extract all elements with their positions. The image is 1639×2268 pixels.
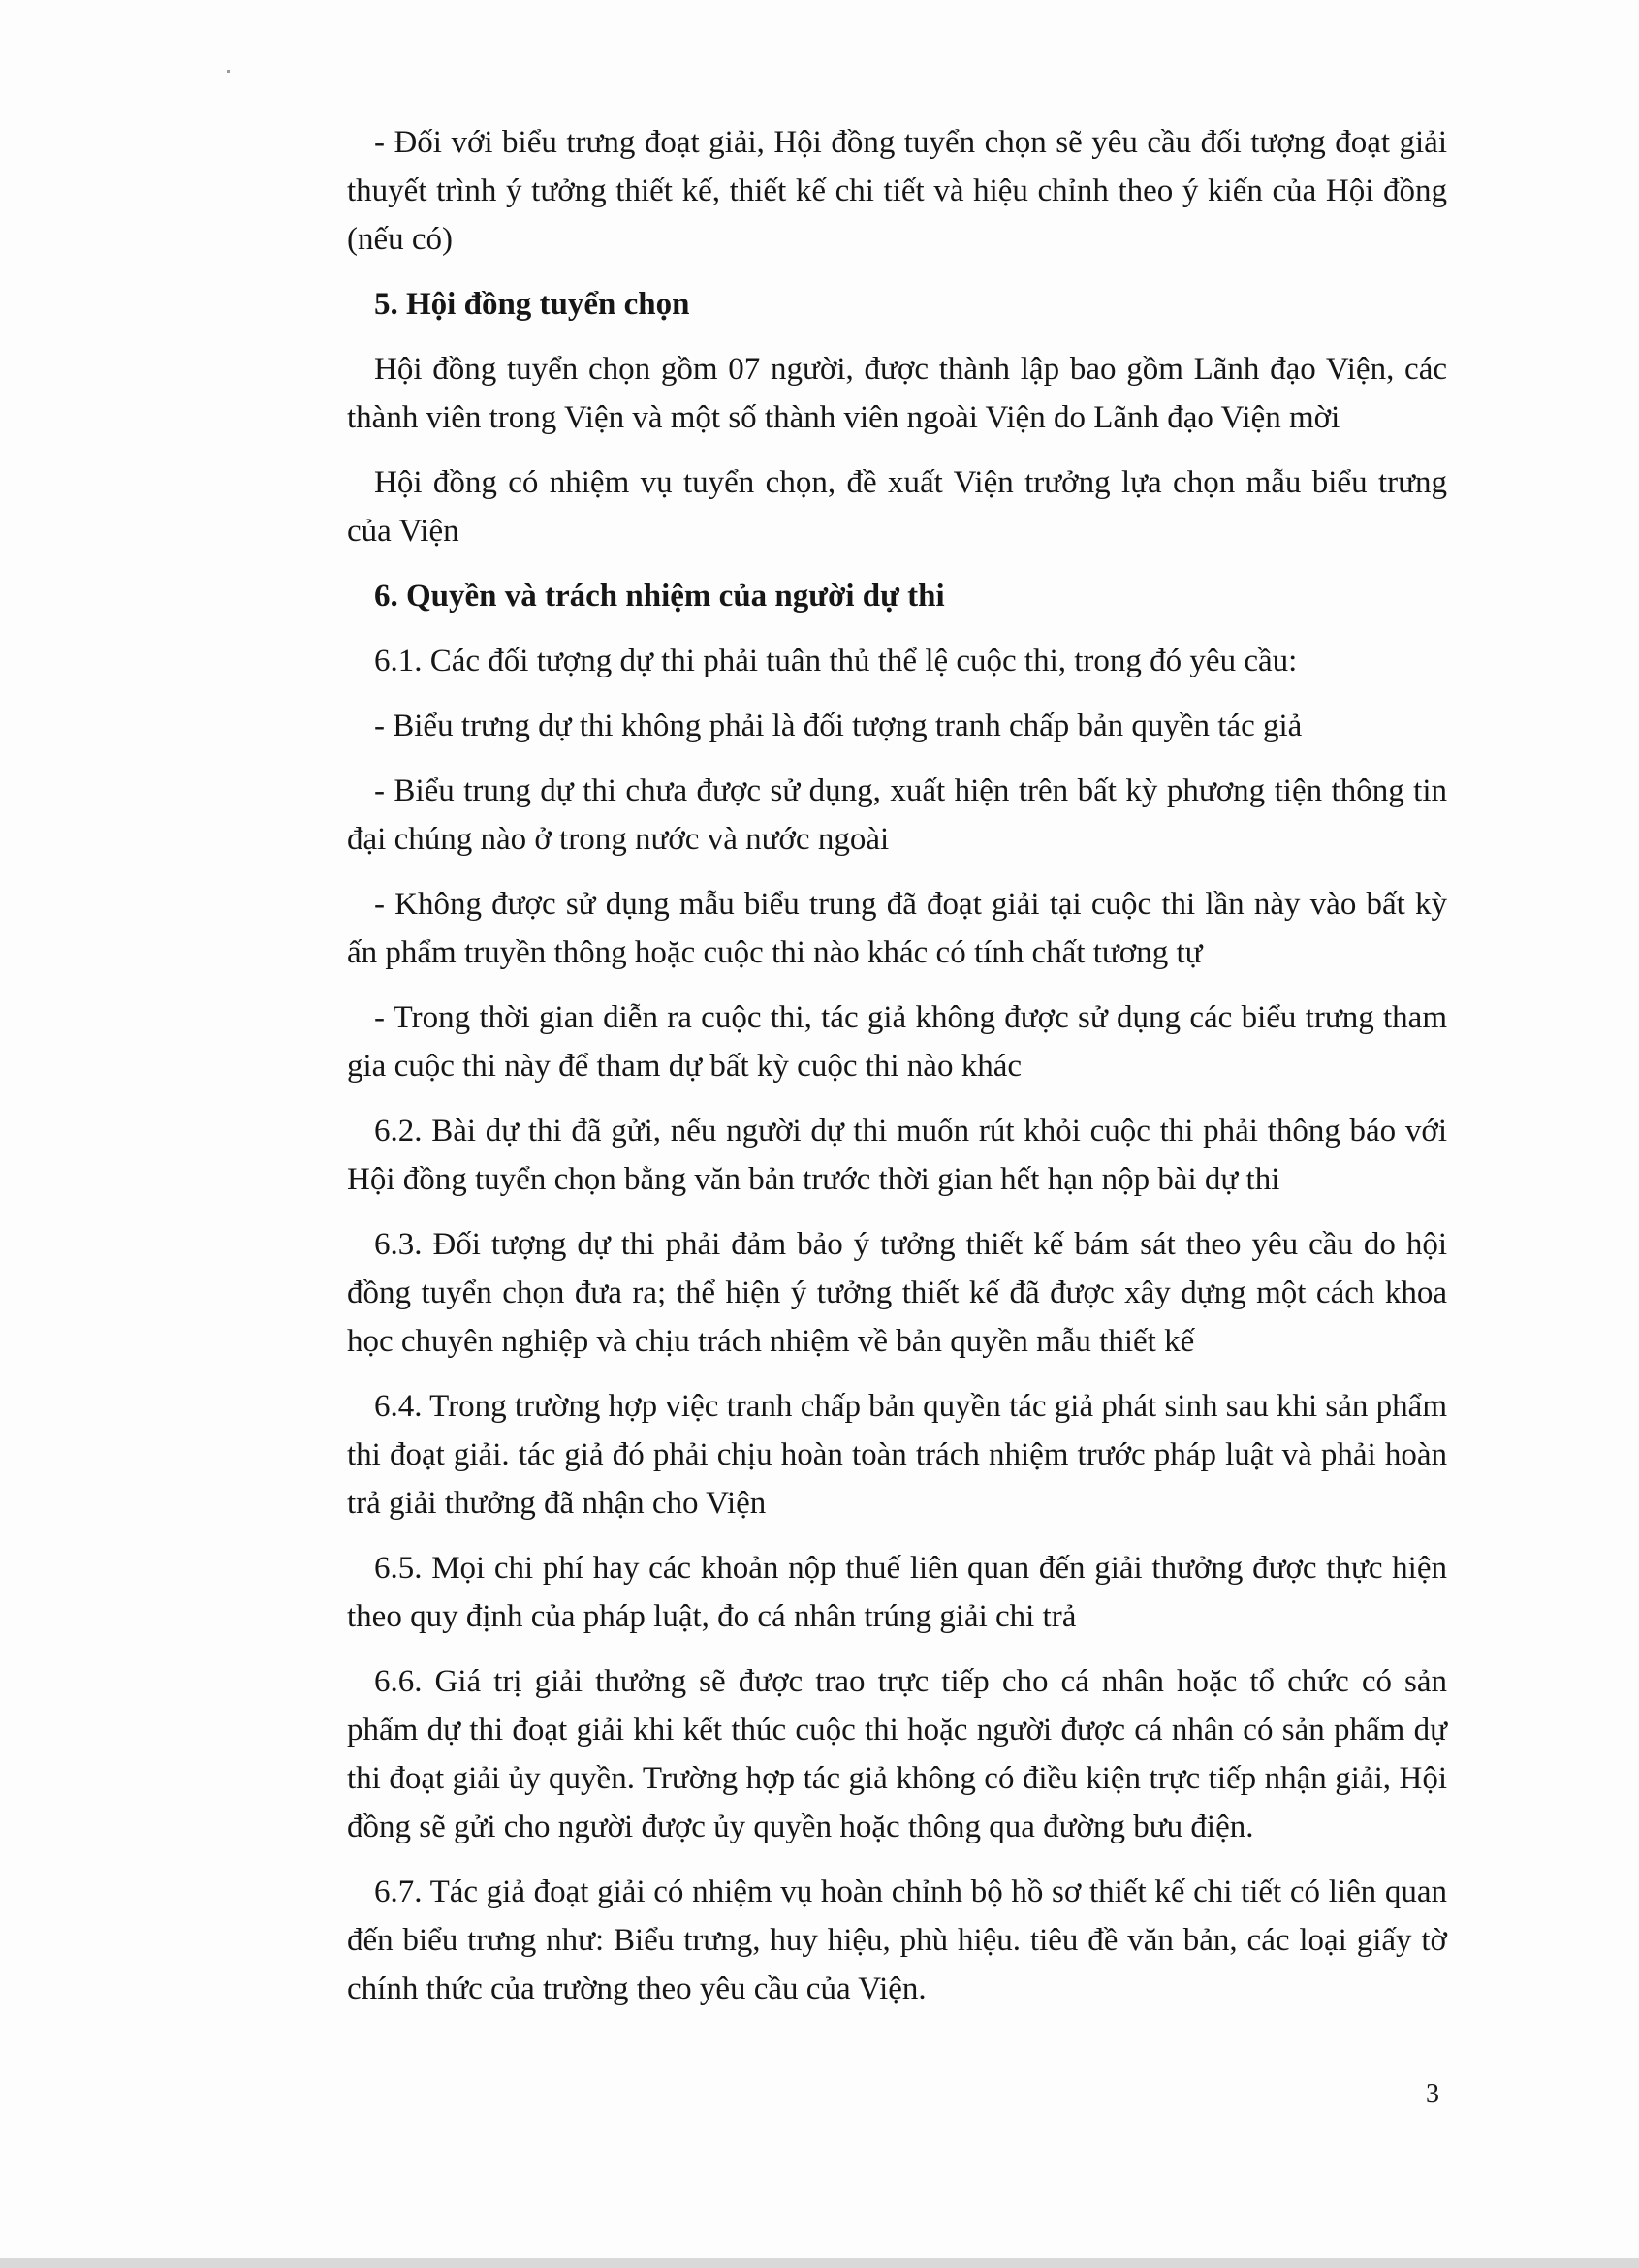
scan-speck xyxy=(227,70,230,73)
paragraph-no-reuse-requirement: - Không được sử dụng mẫu biểu trung đã đoạt giải tại cuộc thi lần này vào bất kỳ ấn phẩm truyền thông hoặc cuộc thi nào khác có tính chất tương tự xyxy=(347,887,1447,970)
paragraph-6-3: 6.3. Đối tượng dự thi phải đảm bảo ý tưởng thiết kế bám sát theo yêu cầu do hội đồng tuyển chọn đưa ra; thể hiện ý tưởng thiết kế đã được xây dựng một cách khoa học chuyên nghiệp và chịu trách nhiệm về bản quyền mẫu thiết kế xyxy=(347,1227,1447,1359)
paragraph-exclusive-entry-requirement: - Trong thời gian diễn ra cuộc thi, tác giả không được sử dụng các biểu trưng tham gia cuộc thi này để tham dự bất kỳ cuộc thi nào khác xyxy=(347,1000,1447,1084)
paragraph-council-composition: Hội đồng tuyển chọn gồm 07 người, được thành lập bao gồm Lãnh đạo Viện, các thành viên trong Viện và một số thành viên ngoài Viện do Lãnh đạo Viện mời xyxy=(347,352,1447,435)
page-number: 3 xyxy=(1426,2079,1439,2109)
paragraph-6-4: 6.4. Trong trường hợp việc tranh chấp bản quyền tác giả phát sinh sau khi sản phẩm thi đoạt giải. tác giả đó phải chịu hoàn toàn trách nhiệm trước pháp luật và phải hoàn trả giải thưởng đã nhận cho Viện xyxy=(347,1389,1447,1521)
section-heading-selection-council: 5. Hội đồng tuyển chọn xyxy=(374,287,690,322)
paragraph-award-presentation: - Đối với biểu trưng đoạt giải, Hội đồng tuyển chọn sẽ yêu cầu đối tượng đoạt giải thuyết trình ý tưởng thiết kế, thiết kế chi tiết và hiệu chỉnh theo ý kiến của Hội đồng (nếu có) xyxy=(347,125,1447,257)
paragraph-6-2: 6.2. Bài dự thi đã gửi, nếu người dự thi muốn rút khỏi cuộc thi phải thông báo với Hội đồng tuyển chọn bằng văn bản trước thời gian hết hạn nộp bài dự thi xyxy=(347,1114,1447,1197)
paragraph-copyright-requirement: - Biểu trưng dự thi không phải là đối tượng tranh chấp bản quyền tác giả xyxy=(374,709,1303,743)
paragraph-6-7: 6.7. Tác giả đoạt giải có nhiệm vụ hoàn chỉnh bộ hồ sơ thiết kế chi tiết có liên quan đến biểu trưng như: Biểu trưng, huy hiệu, phù hiệu. tiêu đề văn bản, các loại giấy tờ chính thức của trường theo yêu cầu của Viện. xyxy=(347,1874,1447,2006)
paragraph-6-5: 6.5. Mọi chi phí hay các khoản nộp thuế liên quan đến giải thưởng được thực hiện theo quy định của pháp luật, đo cá nhân trúng giải chi trả xyxy=(347,1551,1447,1634)
section-heading-participant-rights: 6. Quyền và trách nhiệm của người dự thi xyxy=(374,579,945,614)
paragraph-6-6: 6.6. Giá trị giải thưởng sẽ được trao trực tiếp cho cá nhân hoặc tổ chức có sản phẩm dự thi đoạt giải khi kết thúc cuộc thi hoặc người được cá nhân có sản phẩm dự thi đoạt giải ủy quyền. Trường hợp tác giả không có điều kiện trực tiếp nhận giải, Hội đồng sẽ gửi cho người được ủy quyền hoặc thông qua đường bưu điện. xyxy=(347,1664,1447,1844)
scan-bottom-edge xyxy=(0,2258,1639,2268)
document-body xyxy=(347,118,1447,2030)
paragraph-council-duty: Hội đồng có nhiệm vụ tuyển chọn, đề xuất Viện trưởng lựa chọn mẫu biểu trưng của Viện xyxy=(347,465,1447,549)
paragraph-unused-requirement: - Biểu trung dự thi chưa được sử dụng, xuất hiện trên bất kỳ phương tiện thông tin đại chúng nào ở trong nước và nước ngoài xyxy=(347,773,1447,857)
paragraph-6-1: 6.1. Các đối tượng dự thi phải tuân thủ thể lệ cuộc thi, trong đó yêu cầu: xyxy=(374,644,1298,678)
